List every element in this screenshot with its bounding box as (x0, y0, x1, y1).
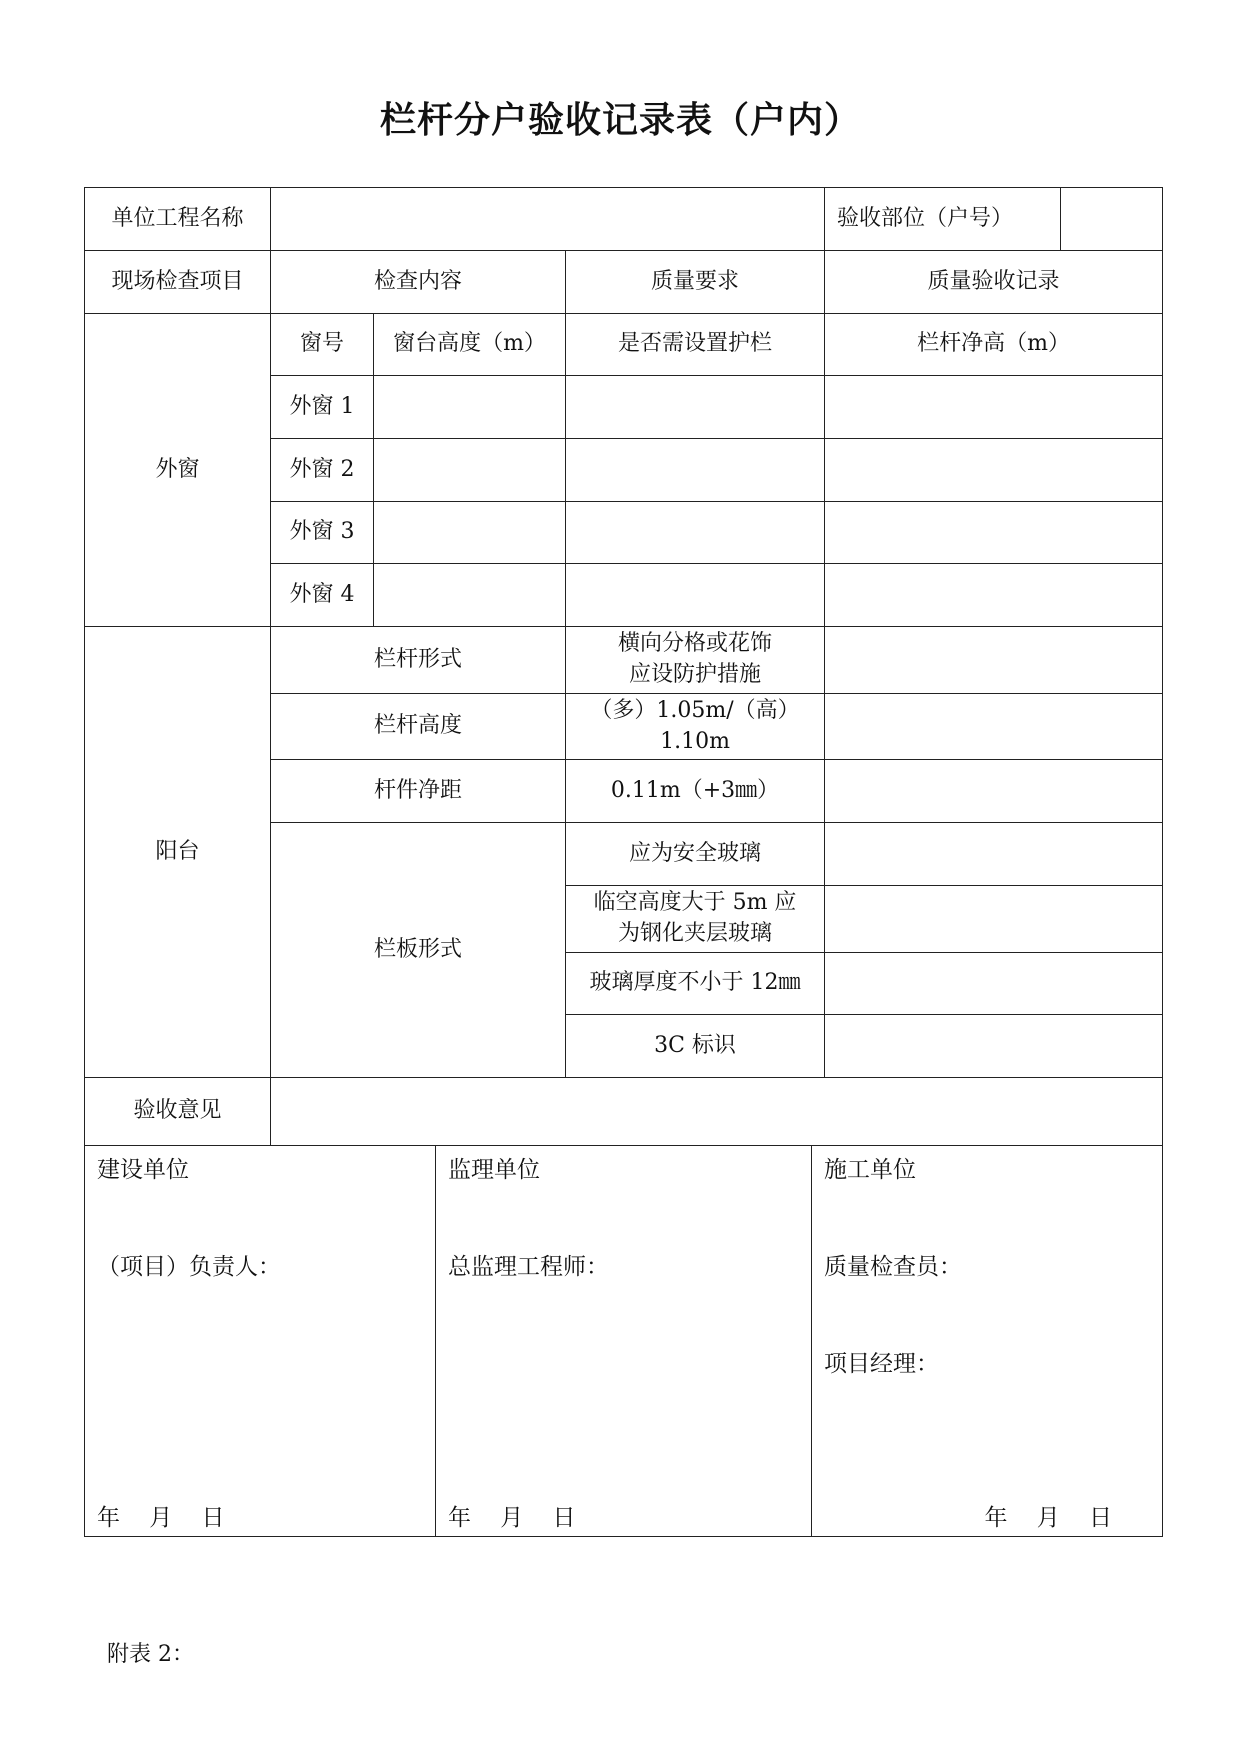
rail-height-label: 栏杆高度 (271, 694, 566, 760)
panel-requirement: 3C 标识 (566, 1015, 825, 1078)
page-title: 栏杆分户验收记录表（户内） (379, 100, 861, 141)
col-record: 质量验收记录 (825, 251, 1163, 314)
sill-height-field[interactable] (374, 502, 566, 564)
rail-form-requirement (566, 627, 825, 694)
supervisor-unit-label: 监理单位 (448, 1157, 540, 1183)
opinion-row (85, 1078, 1163, 1146)
col-need-guard: 是否需设置护栏 (566, 314, 825, 376)
record-field[interactable] (825, 1015, 1163, 1078)
rail-height-field[interactable] (825, 564, 1163, 627)
balcony-row (85, 627, 1163, 694)
requirement-line: （多）1.05m/（高） (590, 697, 800, 723)
requirement-line: 1.10m (660, 728, 730, 754)
col-sill-height: 窗台高度（m） (374, 314, 566, 376)
contractor-signature-cell[interactable] (812, 1145, 1163, 1537)
record-field[interactable] (825, 886, 1163, 953)
opinion-label: 验收意见 (85, 1078, 271, 1146)
need-guard-field[interactable] (566, 376, 825, 439)
requirement-line: 应设防护措施 (629, 662, 762, 687)
location-field[interactable] (1061, 188, 1163, 251)
window-section-label: 外窗 (85, 314, 271, 627)
col-window-no: 窗号 (271, 314, 374, 376)
manager-role-label: 项目经理： (824, 1351, 939, 1377)
owner-unit-label: 建设单位 (97, 1157, 189, 1183)
panel-form-label: 栏板形式 (271, 823, 566, 1078)
window-header-row (85, 314, 1163, 376)
spacing-requirement: 0.11m（+3㎜） (566, 760, 825, 823)
rail-height-requirement (566, 694, 825, 760)
col-rail-height: 栏杆净高（m） (825, 314, 1163, 376)
header-row (85, 188, 1163, 251)
requirement-line: 为钢化夹层玻璃 (618, 921, 773, 946)
owner-role-label: （项目）负责人： (97, 1254, 281, 1280)
rail-height-field[interactable] (825, 376, 1163, 439)
contractor-unit-label: 施工单位 (824, 1157, 916, 1183)
window-name: 外窗 4 (271, 564, 374, 627)
need-guard-field[interactable] (566, 502, 825, 564)
panel-requirement: 应为安全玻璃 (566, 823, 825, 886)
panel-requirement: 玻璃厚度不小于 12㎜ (566, 953, 825, 1015)
contractor-date: 年 月 日 (984, 1505, 1112, 1531)
col-content: 检查内容 (271, 251, 566, 314)
window-name: 外窗 1 (271, 376, 374, 439)
supervisor-role-label: 总监理工程师： (448, 1254, 609, 1280)
record-field[interactable] (825, 953, 1163, 1015)
sill-height-field[interactable] (374, 439, 566, 502)
owner-signature-cell[interactable] (85, 1145, 436, 1537)
signature-table (84, 1145, 1163, 1537)
record-field[interactable] (825, 627, 1163, 694)
column-header-row (85, 251, 1163, 314)
need-guard-field[interactable] (566, 439, 825, 502)
requirement-line: 临空高度大于 5m 应 (593, 890, 797, 916)
col-item: 现场检查项目 (85, 251, 271, 314)
window-name: 外窗 2 (271, 439, 374, 502)
rail-height-field[interactable] (825, 502, 1163, 564)
inspector-role-label: 质量检查员： (824, 1254, 962, 1280)
record-field[interactable] (825, 823, 1163, 886)
rail-form-label: 栏杆形式 (271, 627, 566, 694)
col-requirement: 质量要求 (566, 251, 825, 314)
need-guard-field[interactable] (566, 564, 825, 627)
owner-date: 年 月 日 (97, 1505, 225, 1531)
project-name-label: 单位工程名称 (85, 188, 271, 251)
panel-requirement (566, 886, 825, 953)
requirement-line: 横向分格或花饰 (618, 631, 773, 657)
spacing-label: 杆件净距 (271, 760, 566, 823)
sill-height-field[interactable] (374, 376, 566, 439)
balcony-section-label: 阳台 (85, 627, 271, 1078)
location-label: 验收部位（户号） (825, 188, 1061, 251)
supervisor-date: 年 月 日 (448, 1505, 576, 1531)
record-field[interactable] (825, 694, 1163, 760)
supervisor-signature-cell[interactable] (436, 1145, 812, 1537)
window-name: 外窗 3 (271, 502, 374, 564)
record-field[interactable] (825, 760, 1163, 823)
project-name-field[interactable] (271, 188, 825, 251)
inspection-table (84, 187, 1163, 1146)
sill-height-field[interactable] (374, 564, 566, 627)
rail-height-field[interactable] (825, 439, 1163, 502)
appendix-note: 附表 2： (107, 1642, 194, 1667)
opinion-field[interactable] (271, 1078, 1163, 1146)
